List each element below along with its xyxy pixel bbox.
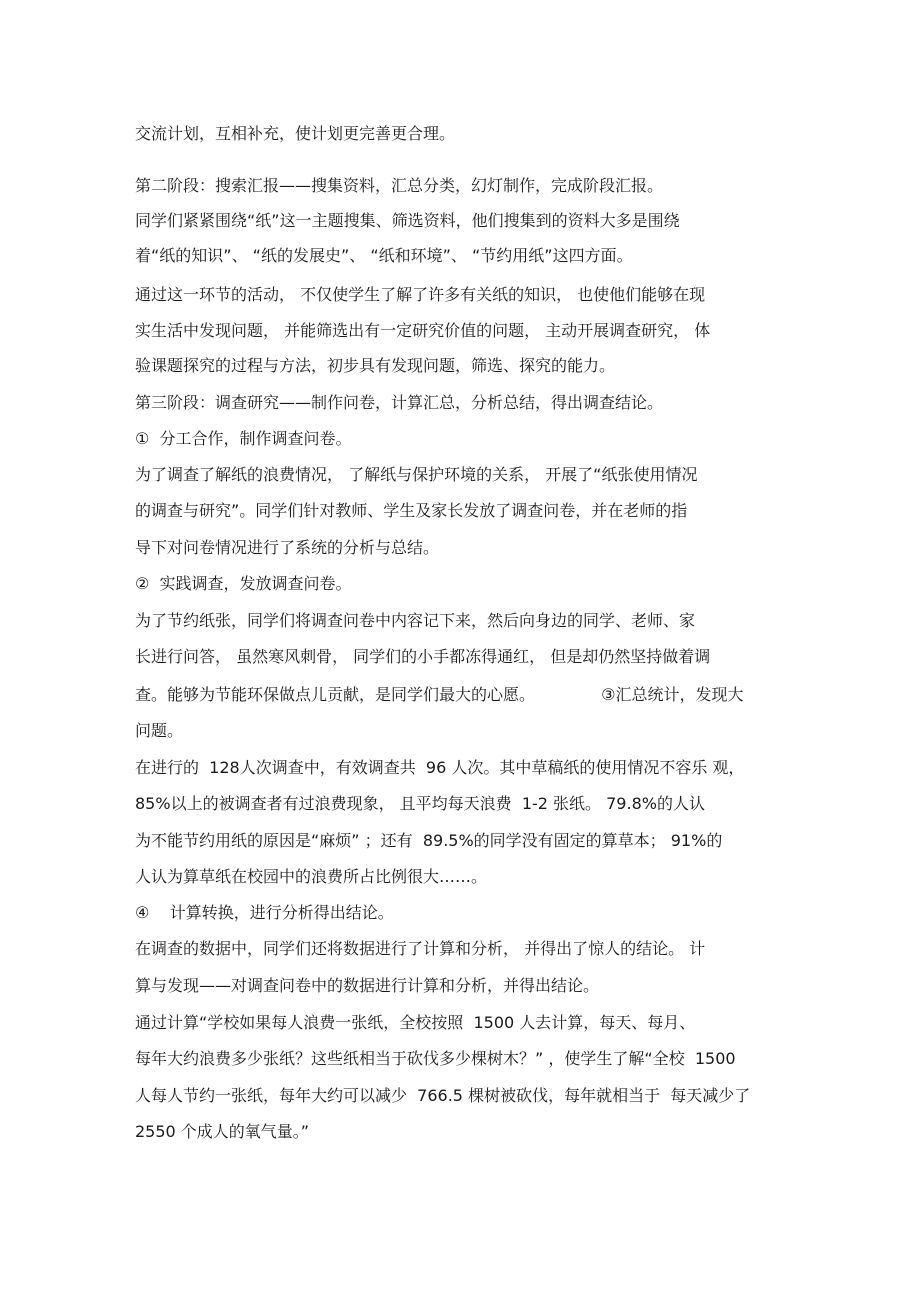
- text-line: 算与发现——对调查问卷中的数据进行计算和分析，并得出结论。: [135, 976, 600, 995]
- text-line: 通过这一环节的活动， 不仅使学生了解了许多有关纸的知识， 也使他们能够在现: [135, 285, 706, 304]
- text-line: 在调查的数据中，同学们还将数据进行了计算和分析， 并得出了惊人的结论。 计: [135, 939, 706, 958]
- text-line: 为了调查了解纸的浪费情况， 了解纸与保护环境的关系， 开展了“纸张使用情况: [135, 465, 698, 484]
- text-line: 查。能够为节能环保做点儿贡献，是同学们最大的心愿。 ③汇总统计，发现大: [135, 685, 744, 704]
- text-line: 第二阶段：搜索汇报——搜集资料，汇总分类，幻灯制作，完成阶段汇报。: [135, 176, 664, 195]
- text-line: 第三阶段：调查研究——制作问卷，计算汇总，分析总结，得出调查结论。: [135, 393, 664, 412]
- text-line: 问题。: [135, 721, 184, 740]
- text-line: 通过计算“学校如果每人浪费一张纸，全校按照 1500 人去计算，每天、每月、: [135, 1013, 696, 1032]
- list-item-marker-1: ① 分工合作，制作调查问卷。: [135, 429, 352, 448]
- text-line: 导下对问卷情况进行了系统的分析与总结。: [135, 538, 440, 557]
- text-line: 为不能节约用纸的原因是“麻烦” ；还有 89.5%的同学没有固定的算草本； 91%的: [135, 831, 723, 850]
- text-line: 着“纸的知识”、 “纸的发展史”、 “纸和环境”、 “节约用纸”这四方面。: [135, 246, 633, 265]
- text-line: 每年大约浪费多少张纸？这些纸相当于砍伐多少棵树木？” ，使学生了解“全校 1500: [135, 1049, 736, 1068]
- text-line: 85%以上的被调查者有过浪费现象， 且平均每天浪费 1-2 张纸。 79.8%的人认: [135, 794, 705, 813]
- text-line: 同学们紧紧围绕“纸”这一主题搜集、筛选资料，他们搜集到的资料大多是围绕: [135, 211, 680, 230]
- text-line: 验课题探究的过程与方法，初步具有发现问题，筛选、探究的能力。: [135, 356, 616, 375]
- text-line: 在进行的 128人次调查中，有效调查共 96 人次。其中草稿纸的使用情况不容乐 观，: [135, 758, 745, 777]
- text-line: 人每人节约一张纸，每年大约可以减少 766.5 棵树被砍伐，每年就相当于 每天减少了: [135, 1086, 751, 1105]
- text-line: 人认为算草纸在校园中的浪费所占比例很大……。: [135, 867, 488, 886]
- text-line: 2550 个成人的氧气量。”: [135, 1122, 310, 1141]
- list-item-marker-4: ④ 计算转换，进行分析得出结论。: [135, 903, 394, 922]
- list-item-marker-2: ② 实践调查，发放调查问卷。: [135, 574, 352, 593]
- text-line: 为了节约纸张，同学们将调查问卷中内容记下来，然后向身边的同学、老师、家: [135, 611, 696, 630]
- text-line: 的调查与研究”。同学们针对教师、学生及家长发放了调查问卷，并在老师的指: [135, 501, 688, 520]
- text-line: 长进行问答， 虽然寒风刺骨， 同学们的小手都冻得通红， 但是却仍然坚持做着调: [135, 647, 711, 666]
- text-line: 交流计划，互相补充，使计划更完善更合理。: [135, 124, 456, 143]
- text-line: 实生活中发现问题， 并能筛选出有一定研究价值的问题， 主动开展调查研究， 体: [135, 321, 711, 340]
